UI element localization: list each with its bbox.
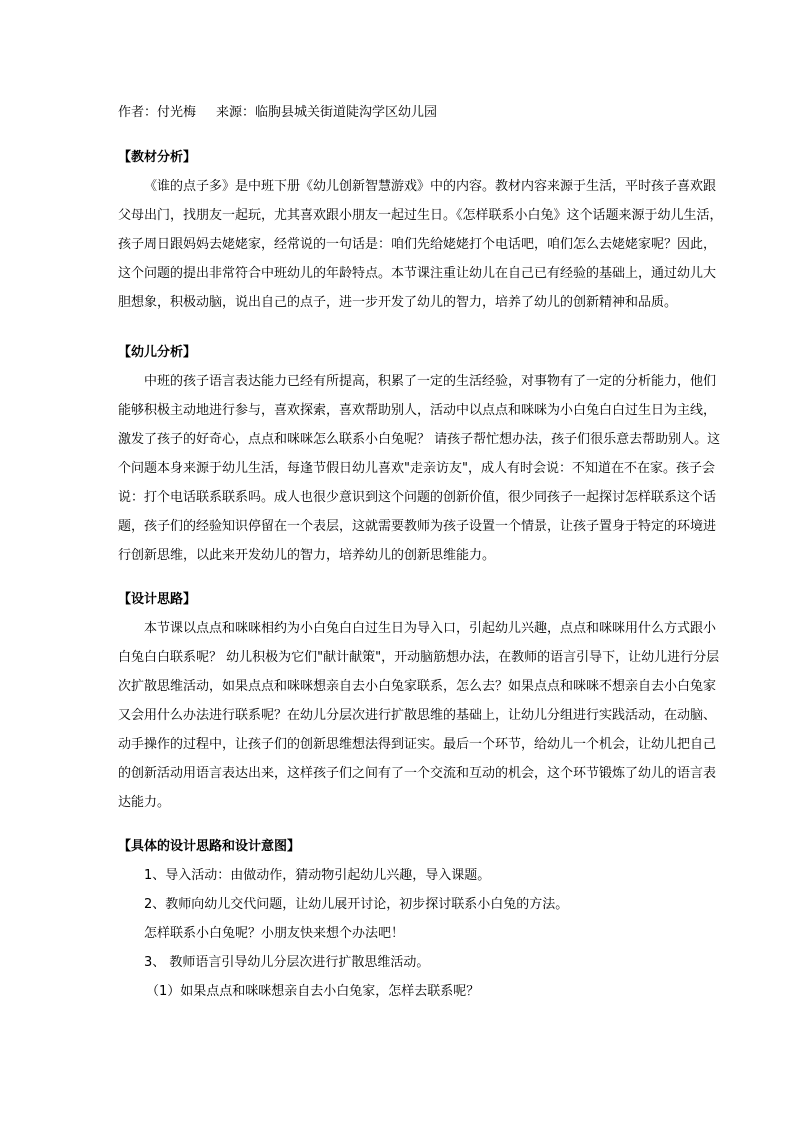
author: 作者：付光梅	[118, 105, 197, 120]
text-line: 《谁的点子多》是中班下册《幼儿创新智慧游戏》中的内容。教材内容来源于生活，平时孩子喜欢跟	[144, 179, 717, 194]
text-line: 行创新思维，以此来开发幼儿的智力，培养幼儿的创新思维能力。	[118, 548, 496, 563]
author-line	[118, 98, 678, 127]
text-line: 个问题本身来源于幼儿生活，每逢节假日幼儿喜欢"走亲访友"，成人有时会说：不知道在不在家。孩子会	[118, 461, 715, 476]
source: 来源：临朐县城关街道陡沟学区幼儿园	[216, 105, 438, 120]
text-line: 次扩散思维活动，如果点点和咪咪想亲自去小白兔家联系，怎么去？如果点点和咪咪不想亲自去小白兔家	[118, 679, 717, 694]
text-line: 达能力。	[118, 795, 171, 810]
text-line: 又会用什么办法进行联系呢？在幼儿分层次进行扩散思维的基础上，让幼儿分组进行实践活动，在动脑、	[118, 708, 717, 723]
sub-list-item: （1）如果点点和咪咪想亲自去小白兔家，怎样去联系呢？	[146, 984, 480, 999]
text-line: 能够积极主动地进行参与，喜欢探索，喜欢帮助别人，活动中以点点和咪咪为小白兔白白过生日为主线，	[118, 403, 717, 418]
text-line: 父母出门，找朋友一起玩，尤其喜欢跟小朋友一起过生日。《怎样联系小白兔》这个话题来源于幼儿生活，	[118, 208, 723, 223]
text-line: 的创新活动用语言表达出来，这样孩子们之间有了一个交流和互动的机会，这个环节锻炼了幼儿的语言表	[118, 766, 717, 781]
section-design-idea	[118, 585, 720, 817]
list-item: 3、 教师语言引导幼儿分层次进行扩散思维活动。	[144, 955, 430, 970]
paragraph	[118, 367, 721, 570]
section-textbook-analysis	[118, 143, 723, 317]
section-heading: 【设计思路】	[118, 592, 197, 607]
list-item: 1、导入活动：由做动作，猜动物引起幼儿兴趣，导入课题。	[144, 868, 491, 883]
text-line: 说：打个电话联系联系吗。成人也很少意识到这个问题的创新价值，很少同孩子一起探讨怎样联系这个话	[118, 490, 717, 505]
text-line: 题，孩子们的经验知识停留在一个表层，这就需要教师为孩子设置一个情景，让孩子置身于特定的环境进	[118, 519, 717, 534]
text-line: 本节课以点点和咪咪相约为小白兔白白过生日为导入口，引起幼儿兴趣，点点和咪咪用什么方式跟小	[144, 621, 717, 636]
document-body	[118, 98, 723, 1027]
text-line: 这个问题的提出非常符合中班幼儿的年龄特点。本节课注重让幼儿在自己已有经验的基础上，通过幼儿大	[118, 266, 717, 281]
section-child-analysis	[118, 338, 721, 570]
list-item: 2、教师向幼儿交代问题，让幼儿展开讨论，初步探讨联系小白兔的方法。	[144, 897, 569, 912]
text-line: 孩子周日跟妈妈去姥姥家，经常说的一句话是：咱们先给姥姥打个电话吧，咱们怎么去姥姥家呢？因此，	[118, 237, 717, 252]
text-line: 动手操作的过程中，让孩子们的创新思维想法得到证实。最后一个环节，给幼儿一个机会，让幼儿把自己	[118, 737, 717, 752]
text-line: 胆想象，积极动脑，说出自己的点子，进一步开发了幼儿的智力，培养了幼儿的创新精神和品质。	[118, 295, 678, 310]
text-line: 中班的孩子语言表达能力已经有所提高，积累了一定的生活经验，对事物有了一定的分析能力，他们	[144, 374, 717, 389]
paragraph	[118, 614, 720, 817]
list-item: 怎样联系小白兔呢？小朋友快来想个办法吧！	[144, 926, 405, 941]
section-detailed-design	[118, 832, 678, 1006]
text-line: 白兔白白联系呢？ 幼儿积极为它们"献计献策"，开动脑筋想办法，在教师的语言引导下，让幼儿进行分层	[118, 650, 720, 665]
section-heading: 【具体的设计思路和设计意图】	[118, 839, 301, 854]
section-heading: 【幼儿分析】	[118, 345, 197, 360]
section-heading: 【教材分析】	[118, 150, 197, 165]
text-line: 激发了孩子的好奇心，点点和咪咪怎么联系小白兔呢？ 请孩子帮忙想办法，孩子们很乐意去帮助别人。这	[118, 432, 721, 447]
paragraph	[118, 172, 723, 317]
